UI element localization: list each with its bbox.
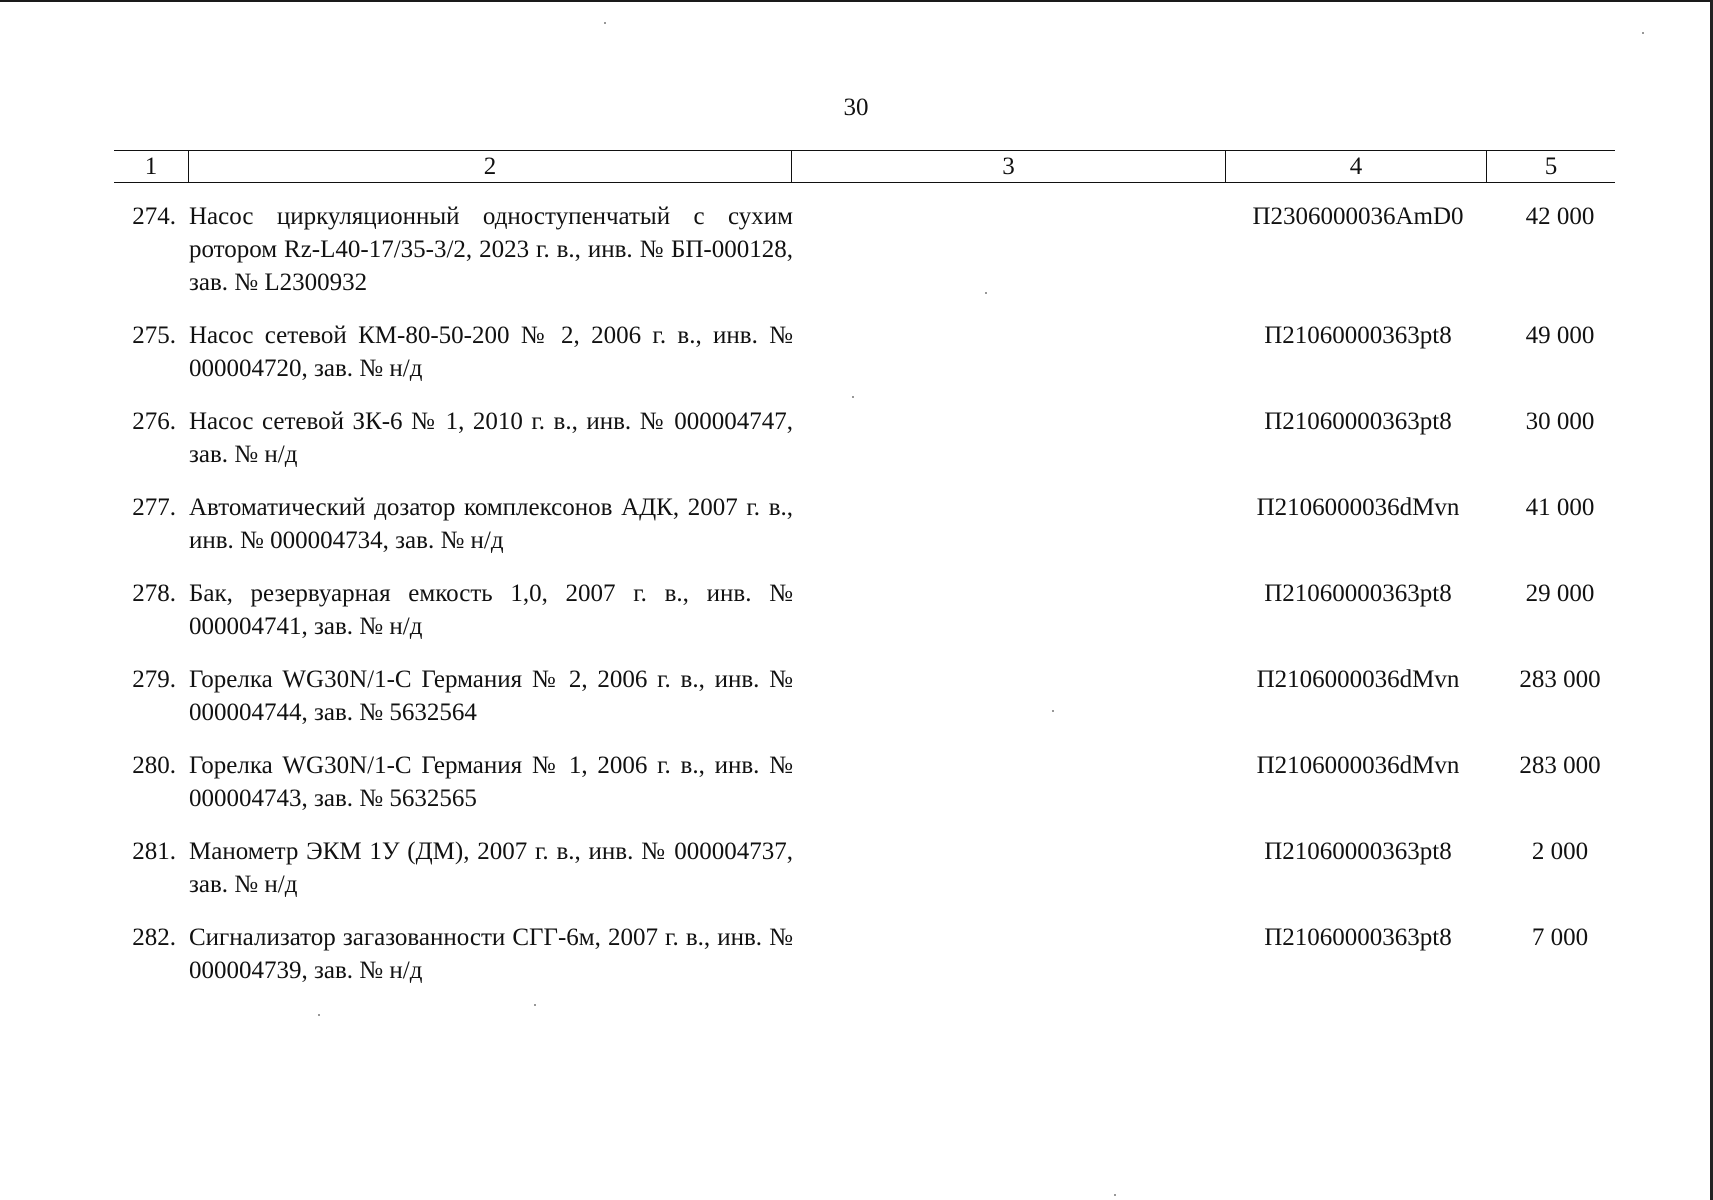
table-row [0, 921, 1713, 1007]
item-number: 277. [132, 494, 176, 521]
item-code: П2106000036dMvn [1256, 752, 1460, 779]
table-row [0, 491, 1713, 577]
scan-speck [318, 1014, 320, 1016]
column-header-row [114, 150, 1615, 183]
column-header-5: 5 [1486, 151, 1615, 182]
item-description: Бак, резервуарная емкость 1,0, 2007 г. в., инв. № 000004741, зав. № н/д [189, 580, 793, 640]
item-description: Манометр ЭКМ 1У (ДМ), 2007 г. в., инв. № 000004737, зав. № н/д [189, 838, 793, 898]
item-price: 29 000 [1525, 580, 1595, 607]
item-price: 42 000 [1525, 203, 1595, 230]
item-number: 274. [132, 203, 176, 230]
scan-border-top [0, 0, 1713, 2]
column-header-3: 3 [791, 151, 1225, 182]
table-row [0, 835, 1713, 921]
item-list [0, 200, 1713, 1007]
item-number: 282. [132, 924, 176, 951]
item-description: Сигнализатор загазованности СГГ-6м, 2007 г. в., инв. № 000004739, зав. № н/д [189, 924, 793, 984]
column-header-1: 1 [144, 153, 158, 180]
item-code: П2106000036dMvn [1256, 494, 1460, 521]
table-row [0, 663, 1713, 749]
item-number: 281. [132, 838, 176, 865]
column-header-4: 4 [1225, 151, 1486, 182]
item-price: 283 000 [1519, 752, 1601, 779]
item-price: 7 000 [1531, 924, 1589, 951]
item-number: 278. [132, 580, 176, 607]
item-price: 30 000 [1525, 408, 1595, 435]
item-code: П21060000363pt8 [1264, 838, 1452, 865]
item-description: Насос циркуляционный одноступенчатый с сухим ротором Rz-L40-17/35-3/2, 2023 г. в., инв. № БП-000128, зав. № L2300932 [189, 203, 793, 296]
item-description: Горелка WG30N/1-C Германия № 1, 2006 г. в., инв. № 000004743, зав. № 5632565 [189, 752, 793, 812]
item-number: 275. [132, 322, 176, 349]
item-number: 276. [132, 408, 176, 435]
item-description: Горелка WG30N/1-C Германия № 2, 2006 г. в., инв. № 000004744, зав. № 5632564 [189, 666, 793, 726]
scan-speck [1114, 1194, 1116, 1196]
item-code: П21060000363pt8 [1264, 580, 1452, 607]
item-description: Автоматический дозатор комплексонов АДК, 2007 г. в., инв. № 000004734, зав. № н/д [189, 494, 793, 554]
item-description: Насос сетевой КМ-80-50-200 № 2, 2006 г. в., инв. № 000004720, зав. № н/д [189, 322, 793, 382]
scan-speck [604, 22, 606, 24]
item-price: 2 000 [1531, 838, 1589, 865]
item-description: Насос сетевой ЗК-6 № 1, 2010 г. в., инв. № 000004747, зав. № н/д [189, 408, 793, 468]
item-code: П2306000036AmD0 [1252, 203, 1464, 230]
item-price: 41 000 [1525, 494, 1595, 521]
table-row [0, 749, 1713, 835]
table-row [0, 200, 1713, 319]
item-number: 279. [132, 666, 176, 693]
item-code: П21060000363pt8 [1264, 408, 1452, 435]
scan-speck [1642, 32, 1644, 34]
table-row [0, 405, 1713, 491]
column-header-2: 2 [188, 151, 791, 182]
item-price: 49 000 [1525, 322, 1595, 349]
page-number: 30 [843, 94, 869, 121]
table-row [0, 577, 1713, 663]
item-number: 280. [132, 752, 176, 779]
item-code: П21060000363pt8 [1264, 322, 1452, 349]
item-code: П21060000363pt8 [1264, 924, 1452, 951]
item-code: П2106000036dMvn [1256, 666, 1460, 693]
table-row [0, 319, 1713, 405]
item-price: 283 000 [1519, 666, 1601, 693]
